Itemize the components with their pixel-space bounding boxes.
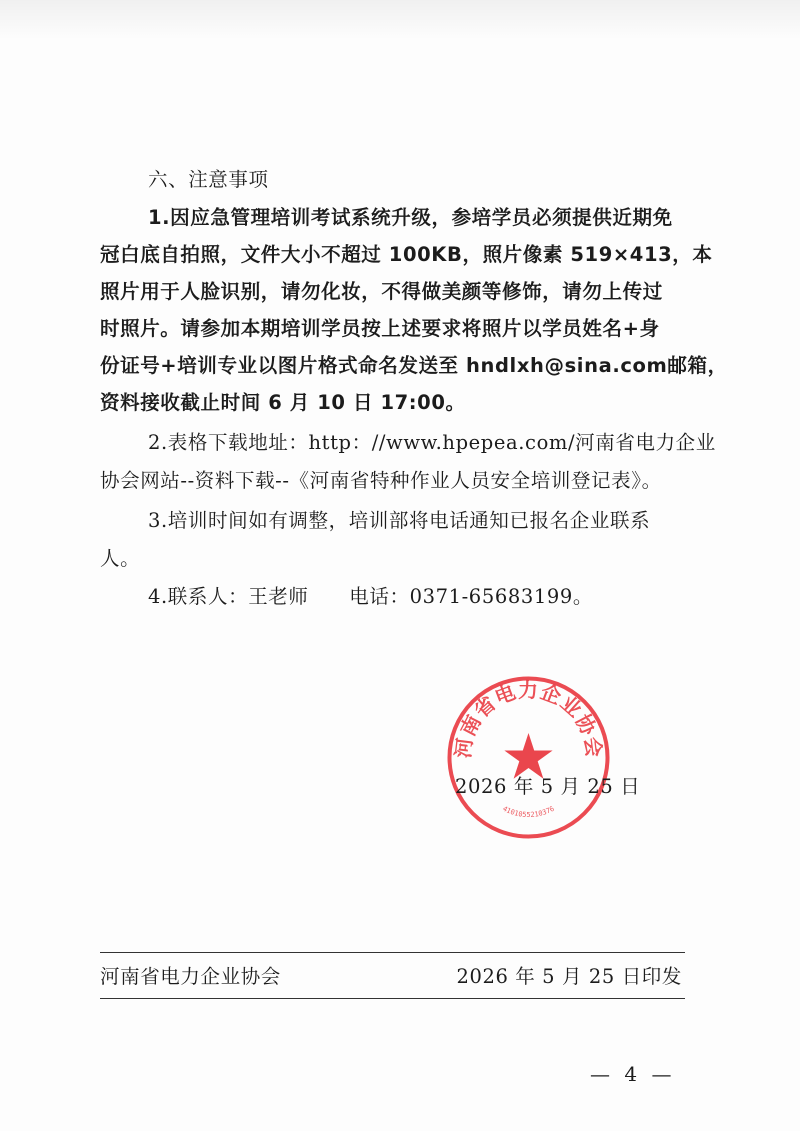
- item2-line-2: 协会网站--资料下载--《河南省特种作业人员安全培训登记表》。: [100, 469, 662, 492]
- seal-number-path: 4101055210376: [501, 804, 556, 820]
- footer-rule-bottom: [100, 998, 685, 999]
- item1-line-2: 冠白底自拍照，文件大小不超过 100KB，照片像素 519×413，本: [100, 243, 713, 266]
- section-heading: 六、注意事项: [148, 168, 269, 191]
- item1-line-5: 份证号+培训专业以图片格式命名发送至 hndlxh@sina.com邮箱，: [100, 354, 728, 377]
- footer-rule-top: [100, 952, 685, 953]
- item2-line-1: 2.表格下载地址：http：//www.hpepea.com/河南省电力企业: [148, 431, 716, 454]
- item1-line-4: 时照片。请参加本期培训学员按上述要求将照片以学员姓名+身: [100, 317, 660, 340]
- seal-number: [501, 805, 555, 819]
- item1-line-6: 资料接收截止时间 6 月 10 日 17:00。: [100, 391, 466, 414]
- footer-issuer: 河南省电力企业协会: [100, 965, 281, 988]
- footer-issue-date: 2026 年 5 月 25 日印发: [456, 965, 682, 988]
- item4-contact: 4.联系人：王老师 电话：0371-65683199。: [148, 585, 593, 608]
- page-number: — 4 —: [590, 1062, 676, 1086]
- scan-shadow: [0, 0, 800, 40]
- official-seal: [446, 675, 611, 840]
- sign-date: 2026 年 5 月 25 日: [455, 775, 641, 798]
- item3-line-1: 3.培训时间如有调整，培训部将电话通知已报名企业联系: [148, 509, 651, 532]
- item1-line-1: 1.因应急管理培训考试系统升级，参培学员必须提供近期免: [148, 206, 673, 229]
- item3-line-2: 人。: [100, 547, 141, 570]
- seal-text-path: 河南省电力企业协会: [450, 678, 607, 760]
- item1-line-3: 照片用于人脸识别，请勿化妆，不得做美颜等修饰，请勿上传过: [100, 280, 663, 303]
